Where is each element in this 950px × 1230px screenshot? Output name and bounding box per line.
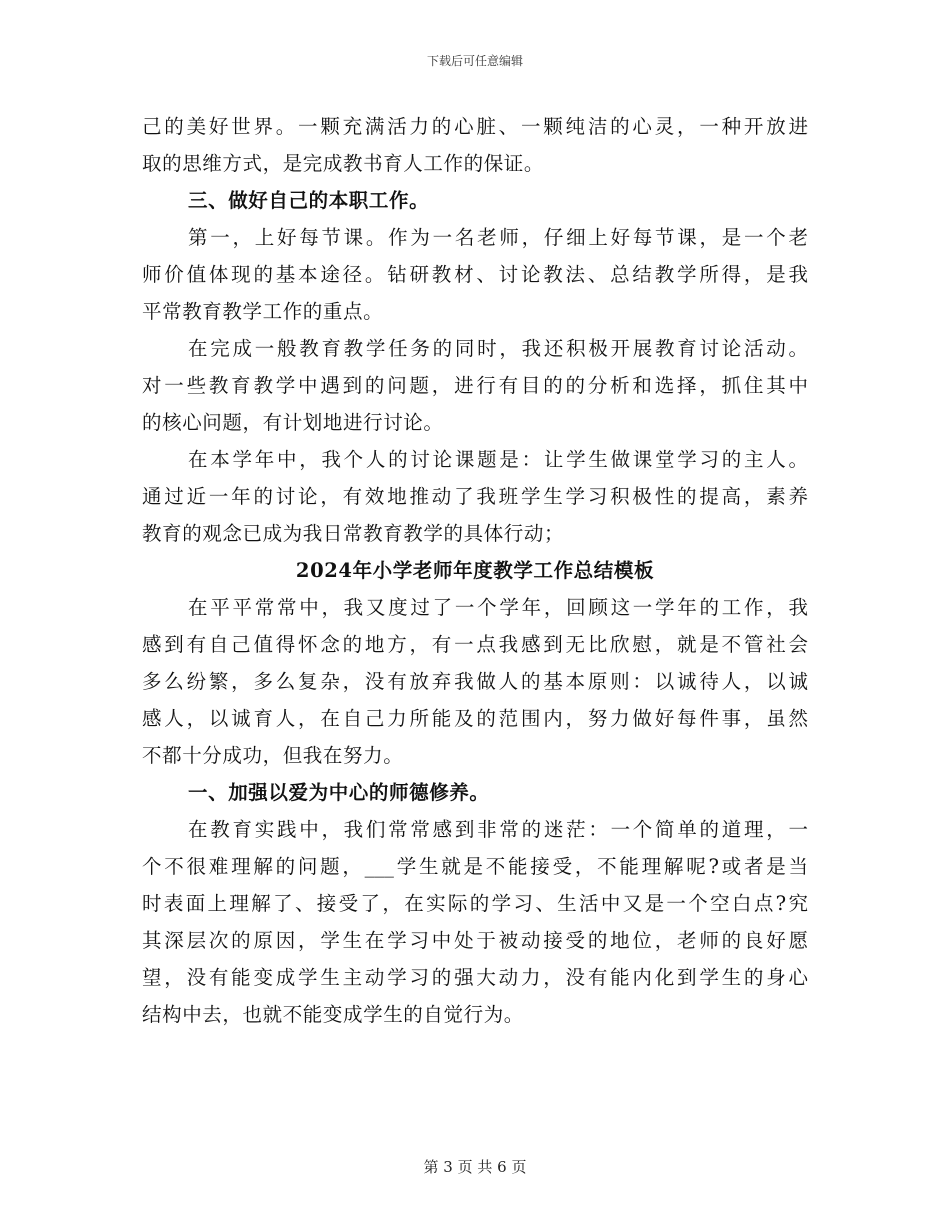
text-line: 在本学年中，我个人的讨论课题是：让学生做课堂学习的主人。 [188, 448, 808, 471]
page-header-note: 下载后可任意编辑 [426, 54, 523, 68]
document-body [142, 108, 808, 1033]
text-line: 第一，上好每节课。作为一名老师，仔细上好每节课，是一个老 [188, 226, 808, 249]
text-line: 望，没有能变成学生主动学习的强大动力，没有能内化到学生的身心 [142, 966, 808, 989]
text-line: 个不很难理解的问题，___学生就是不能接受，不能理解呢?或者是当 [142, 855, 808, 878]
page-number: 第 3 页 共 6 页 [423, 1158, 527, 1176]
text-line: 其深层次的原因，学生在学习中处于被动接受的地位，老师的良好愿 [142, 929, 808, 952]
text-line: 己的美好世界。一颗充满活力的心脏、一颗纯洁的心灵，一种开放进 [142, 115, 808, 138]
text-line: 平常教育教学工作的重点。 [142, 300, 384, 323]
text-line: 不都十分成功，但我在努力。 [142, 744, 404, 767]
text-line: 通过近一年的讨论，有效地推动了我班学生学习积极性的提高，素养 [142, 485, 808, 508]
text-line: 多么纷繁，多么复杂，没有放弃我做人的基本原则：以诚待人，以诚 [142, 670, 808, 693]
section-heading: 一、加强以爱为中心的师德修养。 [188, 781, 490, 804]
text-line: 感到有自己值得怀念的地方，有一点我感到无比欣慰，就是不管社会 [142, 633, 808, 656]
text-line: 在教育实践中，我们常常感到非常的迷茫：一个简单的道理，一 [188, 818, 808, 841]
text-line: 的核心问题，有计划地进行讨论。 [142, 411, 444, 434]
text-line: 在平平常常中，我又度过了一个学年，回顾这一学年的工作，我 [188, 596, 808, 619]
text-line: 取的思维方式，是完成教书育人工作的保证。 [142, 152, 545, 175]
text-line: 师价值体现的基本途径。钻研教材、讨论教法、总结教学所得，是我 [142, 263, 808, 286]
text-line: 时表面上理解了、接受了，在实际的学习、生活中又是一个空白点?究 [142, 892, 808, 915]
document-title: 2024年小学老师年度教学工作总结模板 [295, 559, 655, 582]
text-line: 在完成一般教育教学任务的同时，我还积极开展教育讨论活动。 [188, 337, 808, 360]
text-line: 对一些教育教学中遇到的问题，进行有目的的分析和选择，抓住其中 [142, 374, 808, 397]
text-line: 教育的观念已成为我日常教育教学的具体行动； [142, 522, 565, 545]
text-line: 感人，以诚育人，在自己力所能及的范围内，努力做好每件事，虽然 [142, 707, 808, 730]
section-heading: 三、做好自己的本职工作。 [188, 189, 430, 212]
text-line: 结构中去，也就不能变成学生的自觉行为。 [142, 1003, 524, 1026]
